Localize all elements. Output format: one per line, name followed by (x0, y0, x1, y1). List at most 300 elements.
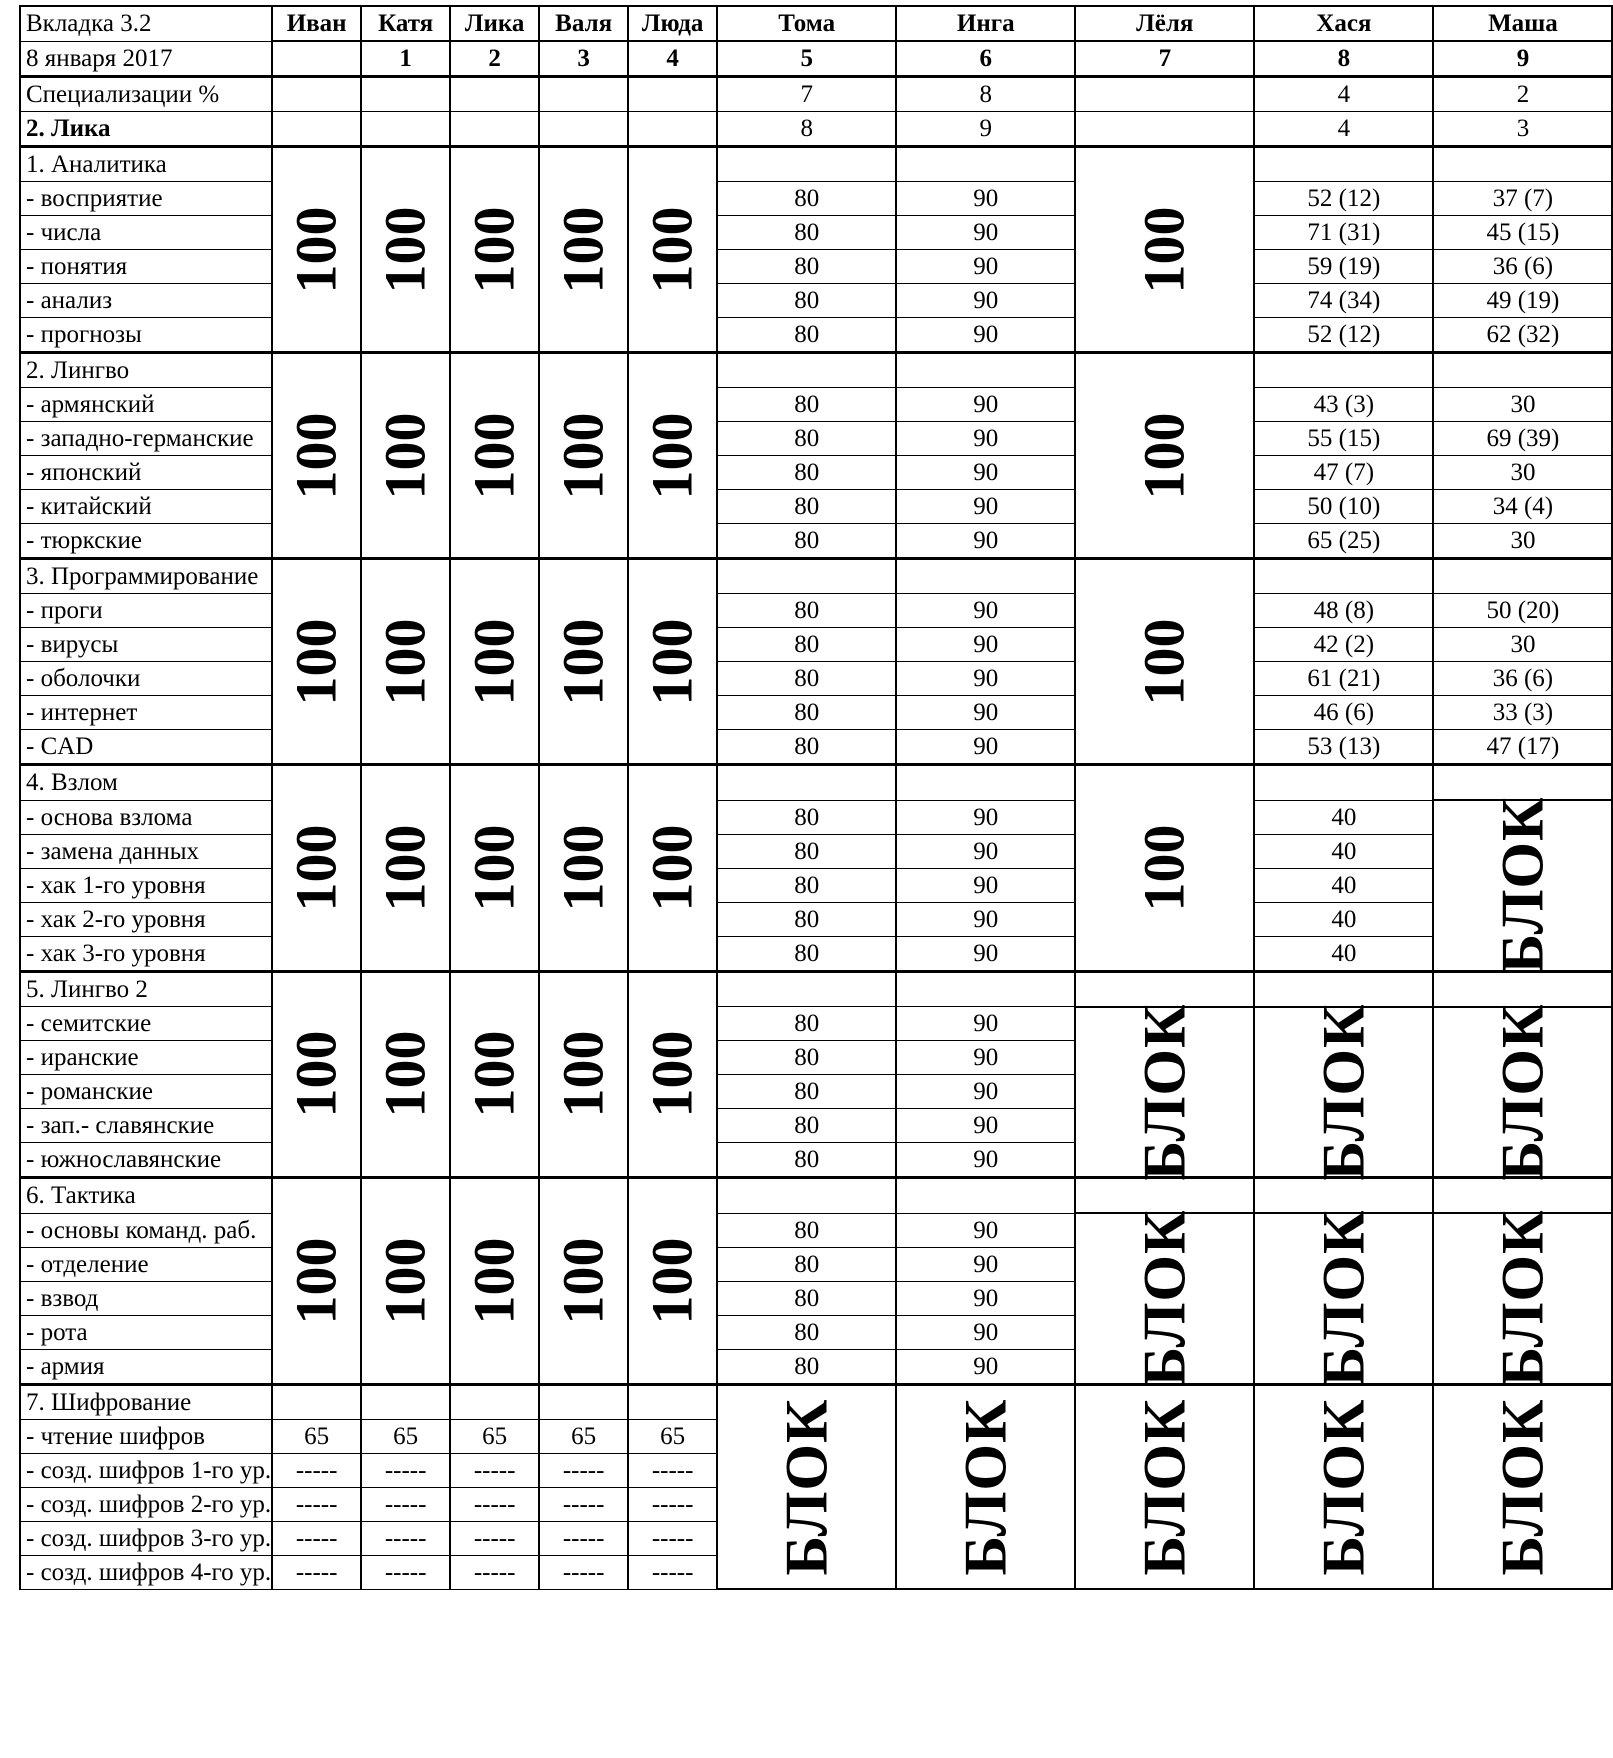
value-cell: 65 (539, 1419, 628, 1453)
value-cell: ----- (361, 1555, 450, 1589)
value-cell: 61 (21) (1254, 662, 1433, 696)
hundred-cell (450, 559, 539, 765)
value-cell: 47 (7) (1254, 456, 1433, 490)
block-text: БЛОК (1310, 1003, 1377, 1181)
value-cell: 52 (12) (1254, 182, 1433, 216)
value-cell (896, 1178, 1075, 1214)
value-cell: 80 (717, 730, 896, 765)
hundred-text: 100 (550, 618, 616, 705)
value-cell (1075, 77, 1254, 112)
value-cell: 3 (1433, 112, 1612, 147)
column-number: 6 (896, 41, 1075, 77)
column-number: 9 (1433, 41, 1612, 77)
hundred-text: 100 (283, 1237, 349, 1325)
value-cell: 80 (717, 1349, 896, 1384)
column-number: 4 (628, 41, 717, 77)
section-title: 2. Лингво (20, 353, 272, 388)
section-item-row (20, 1007, 1612, 1041)
hundred-text: 100 (283, 824, 349, 912)
value-cell: 80 (717, 1041, 896, 1075)
skill-label: - отделение (20, 1247, 272, 1281)
hundred-text: 100 (461, 1237, 527, 1325)
value-cell (1433, 971, 1612, 1007)
section-item-row (20, 318, 1612, 353)
value-cell: 90 (896, 250, 1075, 284)
column-name: Иван (272, 6, 361, 41)
block-cell (1254, 1384, 1433, 1589)
value-cell: 80 (717, 868, 896, 902)
value-cell: 90 (896, 1075, 1075, 1109)
value-cell: 80 (717, 800, 896, 834)
value-cell: 40 (1254, 902, 1433, 936)
value-cell (1433, 147, 1612, 182)
value-cell (361, 112, 450, 147)
block-cell (1433, 1384, 1612, 1589)
value-cell: 62 (32) (1433, 318, 1612, 353)
value-cell: 50 (20) (1433, 594, 1612, 628)
value-cell: 90 (896, 1143, 1075, 1178)
value-cell (450, 112, 539, 147)
column-name: Тома (717, 6, 896, 41)
value-cell: 90 (896, 662, 1075, 696)
value-cell (717, 971, 896, 1007)
hundred-text: 100 (639, 1030, 705, 1118)
value-cell (717, 147, 896, 182)
hundred-cell (450, 1178, 539, 1385)
section-title-row (20, 353, 1612, 388)
hundred-text: 100 (1131, 824, 1197, 912)
skill-label: - китайский (20, 490, 272, 524)
block-text: БЛОК (952, 1398, 1019, 1576)
header-row-names (20, 6, 1612, 41)
column-number: 2 (450, 41, 539, 77)
value-cell: ----- (539, 1521, 628, 1555)
section-item-row (20, 388, 1612, 422)
value-cell (1254, 1178, 1433, 1214)
value-cell: 80 (717, 456, 896, 490)
value-cell: 36 (6) (1433, 250, 1612, 284)
value-cell: 90 (896, 696, 1075, 730)
hundred-cell (539, 353, 628, 559)
value-cell (450, 1384, 539, 1419)
skill-label: - южнославянские (20, 1143, 272, 1178)
value-cell: 90 (896, 730, 1075, 765)
skill-label: - хак 1-го уровня (20, 868, 272, 902)
value-cell: 59 (19) (1254, 250, 1433, 284)
value-cell (1433, 559, 1612, 594)
section-title: 5. Лингво 2 (20, 971, 272, 1007)
value-cell (628, 77, 717, 112)
block-text: БЛОК (1489, 1398, 1556, 1576)
value-cell: 74 (34) (1254, 284, 1433, 318)
value-cell: ----- (361, 1521, 450, 1555)
hundred-cell (272, 147, 361, 353)
section-title-row (20, 559, 1612, 594)
block-cell (1433, 1209, 1612, 1387)
section-title-row (20, 765, 1612, 801)
value-cell: 65 (272, 1419, 361, 1453)
skill-label: - анализ (20, 284, 272, 318)
value-cell: 43 (3) (1254, 388, 1433, 422)
block-text: БЛОК (1131, 1003, 1198, 1181)
value-cell: 80 (717, 1213, 896, 1247)
block-cell (896, 1384, 1075, 1589)
value-cell (361, 77, 450, 112)
value-cell: 40 (1254, 936, 1433, 971)
value-cell: 90 (896, 456, 1075, 490)
skill-label: - основы команд. раб. (20, 1213, 272, 1247)
value-cell: 80 (717, 628, 896, 662)
value-cell: 90 (896, 318, 1075, 353)
value-cell: 30 (1433, 456, 1612, 490)
skill-label: - японский (20, 456, 272, 490)
skill-label: - хак 2-го уровня (20, 902, 272, 936)
value-cell: 36 (6) (1433, 662, 1612, 696)
value-cell: 80 (717, 250, 896, 284)
section-item-row (20, 662, 1612, 696)
column-number: 7 (1075, 41, 1254, 77)
hundred-text: 100 (639, 618, 705, 705)
section-item-row (20, 730, 1612, 765)
value-cell (539, 112, 628, 147)
value-cell: 90 (896, 868, 1075, 902)
hundred-cell (272, 559, 361, 765)
hundred-text: 100 (283, 1030, 349, 1118)
hundred-cell (361, 1178, 450, 1385)
value-cell: 80 (717, 696, 896, 730)
value-cell: 33 (3) (1433, 696, 1612, 730)
column-number: 1 (361, 41, 450, 77)
value-cell (896, 147, 1075, 182)
block-text: БЛОК (1489, 1003, 1556, 1181)
section-item-row (20, 216, 1612, 250)
value-cell: 80 (717, 1281, 896, 1315)
value-cell: 48 (8) (1254, 594, 1433, 628)
value-cell: 53 (13) (1254, 730, 1433, 765)
column-name: Инга (896, 6, 1075, 41)
value-cell: ----- (361, 1487, 450, 1521)
value-cell (717, 765, 896, 801)
row-label: 2. Лика (20, 112, 272, 147)
hundred-text: 100 (550, 1237, 616, 1325)
hundred-text: 100 (1131, 412, 1197, 499)
value-cell: 37 (7) (1433, 182, 1612, 216)
hundred-text: 100 (1131, 206, 1197, 293)
value-cell: ----- (450, 1487, 539, 1521)
section-title: 1. Аналитика (20, 147, 272, 182)
hundred-text: 100 (461, 1030, 527, 1118)
value-cell: 90 (896, 524, 1075, 559)
section-title: 3. Программирование (20, 559, 272, 594)
value-cell: 90 (896, 1349, 1075, 1384)
column-number: 5 (717, 41, 896, 77)
value-cell: 90 (896, 1041, 1075, 1075)
hundred-cell (1075, 559, 1254, 765)
section-item-row (20, 902, 1612, 936)
value-cell (450, 77, 539, 112)
value-cell (1433, 1178, 1612, 1214)
value-cell: 40 (1254, 834, 1433, 868)
value-cell (896, 559, 1075, 594)
date-label: 8 января 2017 (20, 41, 272, 77)
value-cell: 90 (896, 1281, 1075, 1315)
section-item-row (20, 490, 1612, 524)
skills-table (19, 5, 1613, 1590)
value-cell: 50 (10) (1254, 490, 1433, 524)
value-cell: 80 (717, 1075, 896, 1109)
value-cell: 90 (896, 1213, 1075, 1247)
block-text: БЛОК (1131, 1209, 1198, 1387)
value-cell: 80 (717, 422, 896, 456)
value-cell: 90 (896, 1315, 1075, 1349)
hundred-cell (450, 971, 539, 1178)
value-cell: 30 (1433, 524, 1612, 559)
value-cell: 8 (717, 112, 896, 147)
skill-label: - CAD (20, 730, 272, 765)
hundred-cell (272, 971, 361, 1178)
block-cell (1075, 1003, 1254, 1181)
value-cell: 7 (717, 77, 896, 112)
hundred-cell (1075, 147, 1254, 353)
skill-label: - рота (20, 1315, 272, 1349)
value-cell: 65 (25) (1254, 524, 1433, 559)
section-title: 7. Шифрование (20, 1384, 272, 1419)
hundred-cell (628, 559, 717, 765)
skill-label: - замена данных (20, 834, 272, 868)
value-cell (1433, 765, 1612, 801)
value-cell: 90 (896, 422, 1075, 456)
value-cell: 55 (15) (1254, 422, 1433, 456)
hundred-cell (450, 765, 539, 972)
value-cell: 90 (896, 628, 1075, 662)
row-label: Специализации % (20, 77, 272, 112)
skill-label: - взвод (20, 1281, 272, 1315)
value-cell: 40 (1254, 868, 1433, 902)
hundred-text: 100 (550, 824, 616, 912)
value-cell (717, 353, 896, 388)
skills-table-body (20, 6, 1612, 1589)
value-cell: 65 (361, 1419, 450, 1453)
value-cell: 80 (717, 388, 896, 422)
value-cell: 80 (717, 902, 896, 936)
hundred-text: 100 (372, 824, 438, 912)
section-title: 4. Взлом (20, 765, 272, 801)
hundred-text: 100 (461, 206, 527, 293)
skill-label: - проги (20, 594, 272, 628)
value-cell (1254, 559, 1433, 594)
skill-label: - иранские (20, 1041, 272, 1075)
skill-label: - понятия (20, 250, 272, 284)
hundred-text: 100 (639, 412, 705, 499)
section-item-row (20, 284, 1612, 318)
block-cell (1075, 1209, 1254, 1387)
section-title-row (20, 1384, 1612, 1419)
hundred-text: 100 (283, 206, 349, 293)
value-cell: ----- (628, 1521, 717, 1555)
value-cell: 34 (4) (1433, 490, 1612, 524)
value-cell: 45 (15) (1433, 216, 1612, 250)
skill-label: - армянский (20, 388, 272, 422)
value-cell: 90 (896, 284, 1075, 318)
value-cell: 90 (896, 594, 1075, 628)
value-cell (1075, 112, 1254, 147)
hundred-cell (361, 353, 450, 559)
value-cell: ----- (628, 1487, 717, 1521)
value-cell: 65 (450, 1419, 539, 1453)
hundred-text: 100 (372, 1030, 438, 1118)
hundred-text: 100 (461, 618, 527, 705)
block-cell (1254, 1003, 1433, 1181)
skill-label: - армия (20, 1349, 272, 1384)
value-cell: 80 (717, 1109, 896, 1143)
value-cell: 90 (896, 800, 1075, 834)
section-item-row (20, 628, 1612, 662)
section-item-row (20, 834, 1612, 868)
value-cell (1254, 353, 1433, 388)
value-cell: 90 (896, 1109, 1075, 1143)
value-cell: 46 (6) (1254, 696, 1433, 730)
block-text: БЛОК (1310, 1398, 1377, 1576)
value-cell: 90 (896, 182, 1075, 216)
value-cell: ----- (450, 1521, 539, 1555)
section-title-row (20, 971, 1612, 1007)
hundred-cell (628, 353, 717, 559)
skill-label: - основа взлома (20, 800, 272, 834)
value-cell: 90 (896, 388, 1075, 422)
value-cell: ----- (272, 1487, 361, 1521)
skill-label: - чтение шифров (20, 1419, 272, 1453)
value-cell (628, 112, 717, 147)
top-row (20, 77, 1612, 112)
value-cell: ----- (628, 1555, 717, 1589)
hundred-text: 100 (639, 824, 705, 912)
value-cell (272, 1384, 361, 1419)
skill-label: - тюркские (20, 524, 272, 559)
hundred-cell (539, 971, 628, 1178)
hundred-cell (539, 147, 628, 353)
value-cell: 80 (717, 318, 896, 353)
value-cell: ----- (450, 1453, 539, 1487)
block-text: БЛОК (1489, 1209, 1556, 1387)
block-text: БЛОК (1489, 796, 1556, 974)
skill-label: - созд. шифров 2-го ур. (20, 1487, 272, 1521)
value-cell: 80 (717, 524, 896, 559)
hundred-cell (272, 353, 361, 559)
hundred-text: 100 (372, 618, 438, 705)
skill-label: - созд. шифров 4-го ур. (20, 1555, 272, 1589)
skill-label: - романские (20, 1075, 272, 1109)
value-cell (717, 1178, 896, 1214)
top-row (20, 112, 1612, 147)
header-row-numbers (20, 41, 1612, 77)
block-cell (1433, 1003, 1612, 1181)
hundred-text: 100 (283, 618, 349, 705)
hundred-text: 100 (550, 412, 616, 499)
column-name: Лика (450, 6, 539, 41)
column-name: Валя (539, 6, 628, 41)
skill-label: - интернет (20, 696, 272, 730)
value-cell: 90 (896, 834, 1075, 868)
value-cell: 2 (1433, 77, 1612, 112)
skill-label: - вирусы (20, 628, 272, 662)
block-text: БЛОК (773, 1398, 840, 1576)
value-cell: 90 (896, 936, 1075, 971)
value-cell (896, 765, 1075, 801)
column-name: Катя (361, 6, 450, 41)
hundred-text: 100 (461, 824, 527, 912)
value-cell (1254, 147, 1433, 182)
value-cell (1075, 1178, 1254, 1214)
hundred-cell (539, 765, 628, 972)
column-number: 8 (1254, 41, 1433, 77)
hundred-text: 100 (372, 412, 438, 499)
hundred-text: 100 (639, 206, 705, 293)
skill-label: - созд. шифров 1-го ур. (20, 1453, 272, 1487)
hundred-text: 100 (372, 1237, 438, 1325)
skill-label: - западно-германские (20, 422, 272, 456)
block-cell (717, 1384, 896, 1589)
value-cell: 47 (17) (1433, 730, 1612, 765)
value-cell: 80 (717, 1143, 896, 1178)
value-cell (539, 77, 628, 112)
section-title: 6. Тактика (20, 1178, 272, 1214)
value-cell: 4 (1254, 112, 1433, 147)
value-cell: 80 (717, 1007, 896, 1041)
value-cell (1075, 971, 1254, 1007)
value-cell: 80 (717, 216, 896, 250)
section-item-row (20, 696, 1612, 730)
hundred-cell (361, 559, 450, 765)
hundred-cell (272, 1178, 361, 1385)
block-cell (1433, 796, 1612, 974)
hundred-text: 100 (550, 206, 616, 293)
section-item-row (20, 1213, 1612, 1247)
hundred-cell (628, 765, 717, 972)
skill-label: - оболочки (20, 662, 272, 696)
section-title-row (20, 1178, 1612, 1214)
value-cell: 40 (1254, 800, 1433, 834)
value-cell: ----- (539, 1555, 628, 1589)
value-cell: 9 (896, 112, 1075, 147)
hundred-text: 100 (372, 206, 438, 293)
value-cell: 49 (19) (1433, 284, 1612, 318)
value-cell (272, 112, 361, 147)
value-cell: 80 (717, 834, 896, 868)
hundred-text: 100 (283, 412, 349, 499)
value-cell: 80 (717, 936, 896, 971)
block-text: БЛОК (1131, 1398, 1198, 1576)
hundred-text: 100 (461, 412, 527, 499)
hundred-cell (1075, 353, 1254, 559)
section-item-row (20, 868, 1612, 902)
value-cell: 80 (717, 594, 896, 628)
skill-label: - числа (20, 216, 272, 250)
value-cell: ----- (272, 1521, 361, 1555)
value-cell (539, 1384, 628, 1419)
value-cell: 90 (896, 216, 1075, 250)
value-cell (1254, 971, 1433, 1007)
value-cell: 30 (1433, 388, 1612, 422)
value-cell: ----- (272, 1555, 361, 1589)
hundred-cell (628, 1178, 717, 1385)
column-number: 3 (539, 41, 628, 77)
value-cell (896, 971, 1075, 1007)
value-cell: 30 (1433, 628, 1612, 662)
section-item-row (20, 936, 1612, 971)
column-name: Люда (628, 6, 717, 41)
column-name: Маша (1433, 6, 1612, 41)
value-cell: 80 (717, 284, 896, 318)
